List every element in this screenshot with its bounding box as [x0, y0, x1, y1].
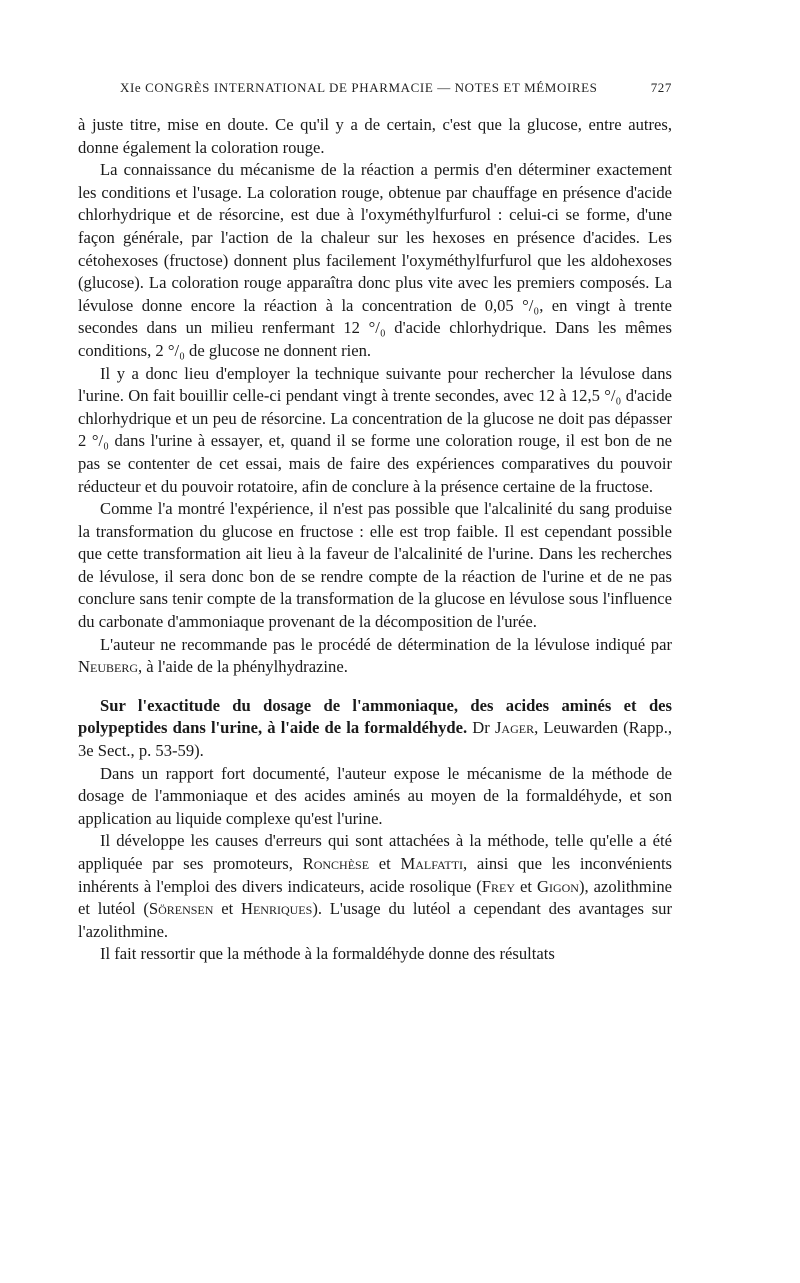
- article-heading: [78, 695, 672, 763]
- article-reference: , Leuwarden (Rapp., 3e Sect., p. 53-59).: [78, 718, 672, 761]
- paragraph-1: à juste titre, mise en doute. Ce qu'il y a de certain, c'est que la glucose, entre autres, donne également la coloration rouge.: [78, 115, 672, 157]
- body-text: [78, 114, 672, 966]
- paragraph-6: Dans un rapport fort documenté, l'auteur expose le mécanisme de la méthode de dosage de l'ammoniaque et des acides aminés au moyen de la formaldéhyde, et son application au liquide complexe qu'est l'urine.: [78, 763, 672, 828]
- paragraph-5-text: L'auteur ne recommande pas le procédé de détermination de la lévulose indiqué par: [100, 634, 672, 654]
- paragraph-8: Il fait ressortir que la méthode à la formaldéhyde donne des résultats: [100, 944, 555, 964]
- p7-text-2: et: [369, 854, 401, 873]
- p7-text-7: ). L'usage du lutéol a cependant des avantages sur l'azolithmine.: [78, 899, 672, 941]
- paragraph-7: [78, 830, 672, 943]
- section-gap: [78, 679, 672, 695]
- p7-text-3: , ainsi que les inconvénients inhérents à l'emploi des divers indicateurs, acide rosolique (: [78, 854, 673, 896]
- p7-text-6: et: [213, 899, 241, 919]
- p7-text-5: ), azolithmine et lutéol (: [78, 876, 672, 919]
- author-henriques: Henriques: [240, 899, 313, 919]
- author-neuberg: Neuberg: [78, 657, 138, 677]
- author-sorensen: Sörensen: [148, 899, 214, 919]
- author-jager: Jager: [494, 718, 535, 738]
- author-gigon: Gigon: [536, 876, 579, 896]
- paragraph-5-end: , à l'aide de la phénylhydrazine.: [137, 657, 348, 677]
- author-ronchese: Ronchèse: [302, 854, 370, 873]
- paragraph-3: Il y a donc lieu d'employer la technique suivante pour rechercher la lévulose dans l'urine. On fait bouillir celle-ci pendant vingt à trente secondes, avec 12 à 12,5 °/₀ d'acide chlorhydrique et un peu de résorcine. La concentration de la glucose ne doit pas dépasser 2 °/₀ dans l'urine à essayer, et, quand il se forme une coloration rouge, il est bon de ne pas se contenter de cet essai, mais de faire des expériences comparatives du pouvoir réducteur et du pouvoir rotatoire, afin de conclure à la présence certaine de la fructose.: [78, 363, 672, 496]
- paragraph-5: [78, 634, 672, 679]
- author-frey: Frey: [481, 876, 515, 896]
- article-title: Sur l'exactitude du dosage de l'ammoniaque, des acides aminés et des polypeptides dans l'urine, à l'aide de la formaldéhyde.: [78, 695, 672, 738]
- page-number: 727: [650, 80, 672, 95]
- paragraph-4: Comme l'a montré l'expérience, il n'est pas possible que l'alcalinité du sang produise la transformation du glucose en fructose : elle est trop faible. Il est cependant possible que cette transformation ait lieu à la faveur de l'alcalinité de l'urine. Dans les recherches de lévulose, il sera donc bon de se rendre compte de la réaction de l'urine et de ne pas conclure sans tenir compte de la transformation de la glucose en lévulose sous l'influence du carbonate d'ammoniaque provenant de la décomposition de l'urée.: [78, 499, 672, 632]
- author-prefix: Dr: [467, 718, 495, 738]
- p7-text-4: et: [515, 876, 537, 896]
- running-title: XIe CONGRÈS INTERNATIONAL DE PHARMACIE — NOTES ET MÉMOIRES: [120, 80, 598, 95]
- p7-text-1: Il développe les causes d'erreurs qui sont attachées à la méthode, telle qu'elle a été appliquée par ses promoteurs,: [78, 831, 672, 873]
- paragraph-2: La connaissance du mécanisme de la réaction a permis d'en déterminer exactement les conditions et l'usage. La coloration rouge, obtenue par chauffage en présence d'acide chlorhydrique et de résorcine, est due à l'oxyméthylfurfurol : celui-ci se forme, d'une façon générale, par l'action de la chaleur sur les hexoses en présence d'acides. Les cétohexoses (fructose) donnent plus facilement l'oxyméthylfurfurol que les aldohexoses (glucose). La coloration rouge apparaîtra donc plus vite avec les premiers composés. La lévulose donne encore la réaction à la concentration de 0,05 °/₀, en vingt à trente secondes dans un milieu renfermant 12 °/₀ d'acide chlorhydrique. Dans les mêmes conditions, 2 °/₀ de glucose ne donnent rien.: [78, 160, 672, 360]
- author-malfatti: Malfatti: [400, 854, 464, 873]
